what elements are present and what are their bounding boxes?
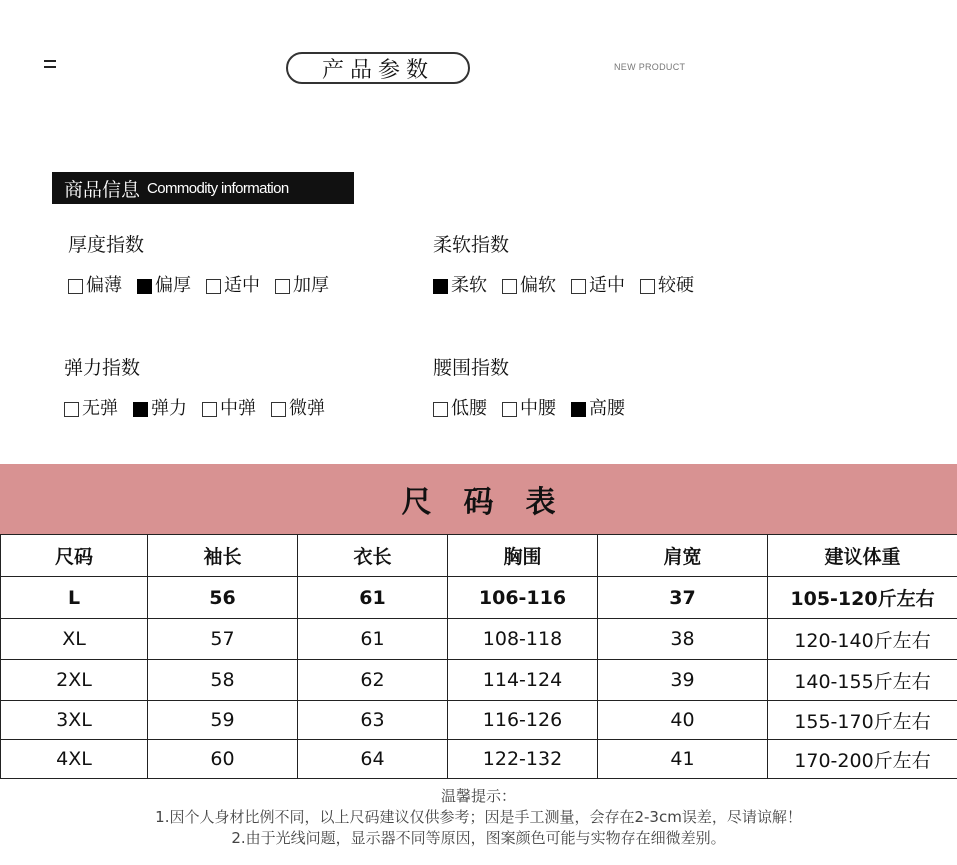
table-cell: 62 [298,660,448,701]
index-title: 厚度指数 [68,234,145,256]
checkbox-unchecked-icon [271,402,286,417]
index-option [433,274,487,298]
checkbox-checked-icon [137,279,152,294]
index-title: 弹力指数 [64,357,141,379]
table-cell: 114-124 [448,660,598,701]
option-label: 无弹 [82,398,118,419]
option-label: 中弹 [220,398,256,419]
table-cell: 116-126 [448,701,598,740]
tips-title: 温馨提示： [440,787,516,805]
index-title: 腰围指数 [433,357,510,379]
table-cell: 155-170斤左右 [768,701,957,740]
checkbox-unchecked-icon [68,279,83,294]
table-cell: 60 [148,740,298,779]
size-table [0,534,957,779]
col-header: 肩宽 [598,535,768,577]
table-cell: 106-116 [448,577,598,619]
checkbox-unchecked-icon [206,279,221,294]
table-cell: 40 [598,701,768,740]
table-cell: 38 [598,619,768,660]
size-chart-title-char: 码 [463,485,494,520]
index-options [64,397,340,421]
waist-index [433,355,640,421]
table-cell: 122-132 [448,740,598,779]
table-row [1,619,957,660]
checkbox-unchecked-icon [202,402,217,417]
checkbox-checked-icon [133,402,148,417]
new-product-label: NEW PRODUCT [614,62,686,72]
option-label: 适中 [589,275,625,296]
table-cell: 3XL [1,701,148,740]
table-row [1,577,957,619]
table-cell: L [1,577,148,619]
index-options [68,274,344,298]
table-cell: 61 [298,577,448,619]
table-cell: 140-155斤左右 [768,660,957,701]
table-cell: 39 [598,660,768,701]
tips-line-1: 1.因个人身材比例不同，以上尺码建议仅供参考；因是手工测量，会存在2-3cm误差，尽请谅解！ [155,808,802,826]
index-option [502,397,556,421]
index-title: 柔软指数 [433,234,510,256]
option-label: 微弹 [289,398,325,419]
option-label: 较硬 [658,275,694,296]
index-option [202,397,256,421]
table-row [1,740,957,779]
table-cell: XL [1,619,148,660]
index-option [206,274,260,298]
index-option [133,397,187,421]
col-header: 胸围 [448,535,598,577]
checkbox-unchecked-icon [640,279,655,294]
commodity-title-en: Commodity information [147,179,289,197]
index-options [433,274,709,298]
table-cell: 58 [148,660,298,701]
index-option [502,274,556,298]
col-header: 尺码 [1,535,148,577]
size-chart-title-char: 尺 [401,485,432,520]
index-option [68,274,122,298]
index-option [640,274,694,298]
table-cell: 63 [298,701,448,740]
option-label: 加厚 [293,275,329,296]
table-cell: 59 [148,701,298,740]
checkbox-checked-icon [571,402,586,417]
checkbox-unchecked-icon [433,402,448,417]
col-header: 建议体重 [768,535,957,577]
index-options [433,397,640,421]
index-option [275,274,329,298]
commodity-title-zh: 商品信息 [64,178,141,201]
page-title: 产品参数 [286,52,470,84]
checkbox-unchecked-icon [571,279,586,294]
table-cell: 105-120斤左右 [768,577,957,619]
checkbox-unchecked-icon [275,279,290,294]
checkbox-unchecked-icon [64,402,79,417]
col-header: 衣长 [298,535,448,577]
table-cell: 56 [148,577,298,619]
table-cell: 37 [598,577,768,619]
table-cell: 120-140斤左右 [768,619,957,660]
option-label: 低腰 [451,398,487,419]
index-option [137,274,191,298]
table-cell: 4XL [1,740,148,779]
thickness-index [68,232,344,298]
option-label: 偏薄 [86,275,122,296]
table-cell: 108-118 [448,619,598,660]
index-option [571,397,625,421]
tips [0,786,957,849]
option-label: 柔软 [451,275,487,296]
table-cell: 61 [298,619,448,660]
col-header: 袖长 [148,535,298,577]
table-cell: 57 [148,619,298,660]
table-cell: 2XL [1,660,148,701]
menu-icon[interactable] [44,60,56,70]
table-cell: 41 [598,740,768,779]
elasticity-index [64,355,340,421]
option-label: 偏厚 [155,275,191,296]
index-option [271,397,325,421]
option-label: 高腰 [589,398,625,419]
table-cell: 64 [298,740,448,779]
table-header-row [1,535,957,577]
table-row [1,701,957,740]
index-option [433,397,487,421]
option-label: 偏软 [520,275,556,296]
index-option [64,397,118,421]
size-chart-title [0,464,957,534]
checkbox-checked-icon [433,279,448,294]
checkbox-unchecked-icon [502,402,517,417]
softness-index [433,232,709,298]
option-label: 中腰 [520,398,556,419]
size-chart-title-char: 表 [525,485,556,520]
index-option [571,274,625,298]
tips-line-2: 2.由于光线问题，显示器不同等原因，图案颜色可能与实物存在细微差别。 [231,829,726,847]
option-label: 适中 [224,275,260,296]
option-label: 弹力 [151,398,187,419]
checkbox-unchecked-icon [502,279,517,294]
table-row [1,660,957,701]
commodity-info-banner [52,172,354,204]
table-cell: 170-200斤左右 [768,740,957,779]
